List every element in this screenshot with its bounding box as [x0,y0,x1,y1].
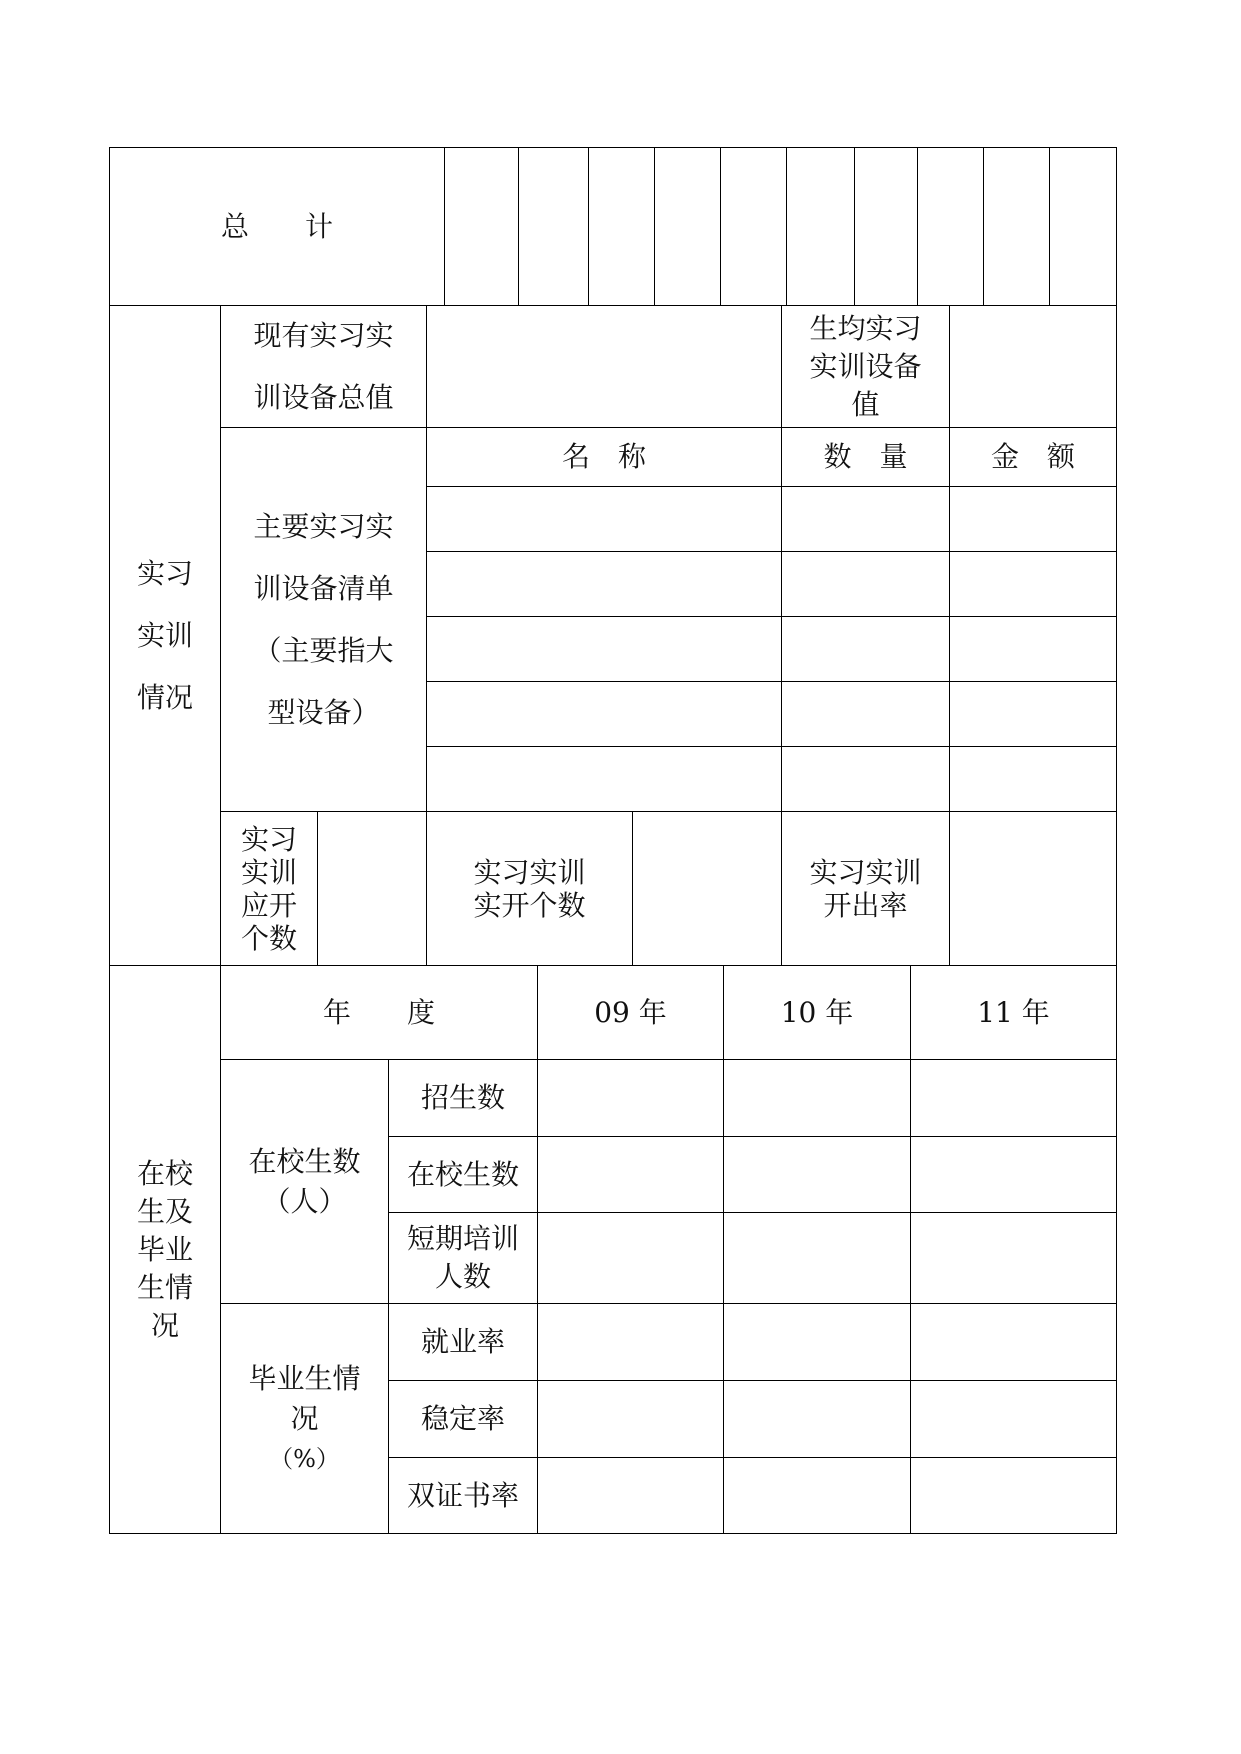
equipment-amount-cell[interactable] [950,747,1116,811]
enrollment-value-cell[interactable] [911,1213,1116,1303]
equipment-name-cell[interactable] [427,617,781,681]
equipment-name-cell[interactable] [427,682,781,746]
graduate-value-cell[interactable] [538,1381,723,1457]
equipment-total-value[interactable] [427,306,781,427]
enrollment-value-cell[interactable] [911,1137,1116,1212]
year-column-header: 11 年 [977,995,1050,1029]
rule [109,1533,1117,1534]
equipment-amount-cell[interactable] [950,682,1116,746]
enrollment-value-cell[interactable] [724,1060,910,1136]
graduate-row-label: 稳定率 [420,1402,505,1435]
total-value-cell[interactable] [721,148,786,305]
enrollment-row-label: 在校生数 [406,1157,519,1191]
total-value-cell[interactable] [589,148,654,305]
total-value-cell[interactable] [855,148,917,305]
equipment-total-label: 现有实习实 训设备总值 [253,318,394,414]
equipment-amount-cell[interactable] [950,552,1116,616]
equipment-name-cell[interactable] [427,747,781,811]
graduate-value-cell[interactable] [911,1458,1116,1533]
graduate-row-label: 就业率 [420,1325,505,1358]
actual-course-count-value[interactable] [633,812,781,965]
equipment-amount-cell[interactable] [950,617,1116,681]
graduate-group-label: 毕业生情 况 [248,1361,361,1435]
rule [1116,147,1117,1534]
year-column-header: 09 年 [594,995,667,1029]
actual-course-count-label: 实习实训 实开个数 [473,855,586,922]
total-value-cell[interactable] [655,148,720,305]
year-header-label: 年 度 [322,995,435,1029]
total-label: 总 计 [220,209,333,243]
enrollment-value-cell[interactable] [724,1213,910,1303]
graduate-value-cell[interactable] [724,1458,910,1533]
per-student-equipment-label: 生均实习 实训设备 值 [809,311,922,421]
total-value-cell[interactable] [519,148,588,305]
enrollment-value-cell[interactable] [538,1137,723,1212]
graduate-value-cell[interactable] [724,1304,910,1380]
equipment-quantity-cell[interactable] [782,617,949,681]
enrollment-row-label: 招生数 [420,1081,505,1114]
equipment-amount-cell[interactable] [950,487,1116,551]
course-open-rate-label: 实习实训 开出率 [809,855,922,922]
graduate-unit-label: （%） [269,1444,340,1473]
enrollment-row-label: 短期培训 人数 [406,1222,519,1293]
graduate-group [221,1304,388,1533]
students-section-label: 在校 生及 毕业 生情 况 [136,1156,193,1342]
enrollment-group-label: 在校生数 （人） [248,1144,361,1218]
enrollment-value-cell[interactable] [538,1060,723,1136]
equipment-name-cell[interactable] [427,487,781,551]
year-column-header: 10 年 [780,995,854,1029]
total-value-cell[interactable] [918,148,983,305]
equipment-quantity-cell[interactable] [782,682,949,746]
graduate-value-cell[interactable] [724,1381,910,1457]
equipment-list-label: 主要实习实 训设备清单 （主要指大 型设备） [253,509,394,729]
course-open-rate-value[interactable] [950,812,1116,965]
column-header-quantity: 数 量 [823,440,908,473]
training-section-label: 实习 实训 情况 [136,556,193,714]
column-header-amount: 金 额 [990,440,1075,473]
planned-course-count-label: 实习 实训 应开 个数 [240,822,297,955]
column-header-name: 名 称 [561,440,646,473]
equipment-quantity-cell[interactable] [782,552,949,616]
total-value-cell[interactable] [984,148,1049,305]
graduate-row-label: 双证书率 [406,1478,519,1512]
per-student-equipment-value[interactable] [950,306,1116,427]
graduate-value-cell[interactable] [538,1304,723,1380]
equipment-name-cell[interactable] [427,552,781,616]
enrollment-value-cell[interactable] [724,1137,910,1212]
equipment-quantity-cell[interactable] [782,487,949,551]
total-value-cell[interactable] [445,148,518,305]
graduate-value-cell[interactable] [911,1304,1116,1380]
rule [1049,147,1050,306]
graduate-value-cell[interactable] [911,1381,1116,1457]
enrollment-value-cell[interactable] [911,1060,1116,1136]
enrollment-value-cell[interactable] [538,1213,723,1303]
planned-course-count-value[interactable] [318,812,426,965]
total-value-cell[interactable] [787,148,854,305]
equipment-quantity-cell[interactable] [782,747,949,811]
graduate-value-cell[interactable] [538,1458,723,1533]
